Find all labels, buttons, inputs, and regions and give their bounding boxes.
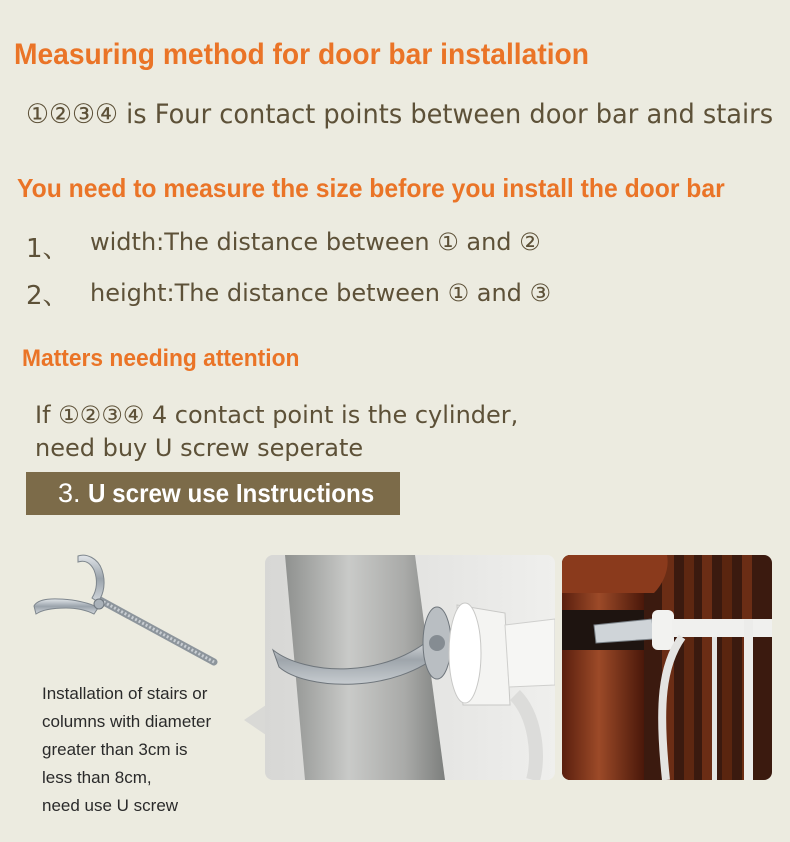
caption-line: greater than 3cm is bbox=[42, 740, 188, 759]
u-screw-icon bbox=[28, 548, 228, 673]
u-screw-caption bbox=[42, 680, 257, 820]
attention-heading: Matters needing attention bbox=[22, 345, 300, 372]
contact-points-description: ①②③④ is Four contact points between door bar and stairs bbox=[26, 99, 774, 130]
caption-line: less than 8cm, bbox=[42, 768, 152, 787]
caption-line: need use U screw bbox=[42, 796, 179, 815]
banner-title: U screw use Instructions bbox=[88, 478, 375, 508]
banner-number: 3. bbox=[58, 478, 81, 508]
measure-heading: You need to measure the size before you install the door bar bbox=[17, 173, 725, 203]
page-title: Measuring method for door bar installation bbox=[14, 38, 590, 71]
pointer-arrow-icon bbox=[244, 705, 266, 735]
caption-line: columns with diameter bbox=[42, 712, 212, 731]
u-screw-closeup-photo bbox=[265, 555, 555, 780]
attention-line-1: If ①②③④ 4 contact point is the cylinder, bbox=[35, 401, 519, 429]
caption-line: Installation of stairs or bbox=[42, 684, 208, 703]
step-1-text: width:The distance between ① and ② bbox=[90, 228, 541, 256]
step-2-text: height:The distance between ① and ③ bbox=[90, 279, 552, 307]
attention-line-2: need buy U screw seperate bbox=[35, 434, 364, 462]
step-1-number: 1、 bbox=[26, 234, 69, 264]
step-2-number: 2、 bbox=[26, 281, 69, 311]
stair-post-install-photo bbox=[562, 555, 772, 780]
